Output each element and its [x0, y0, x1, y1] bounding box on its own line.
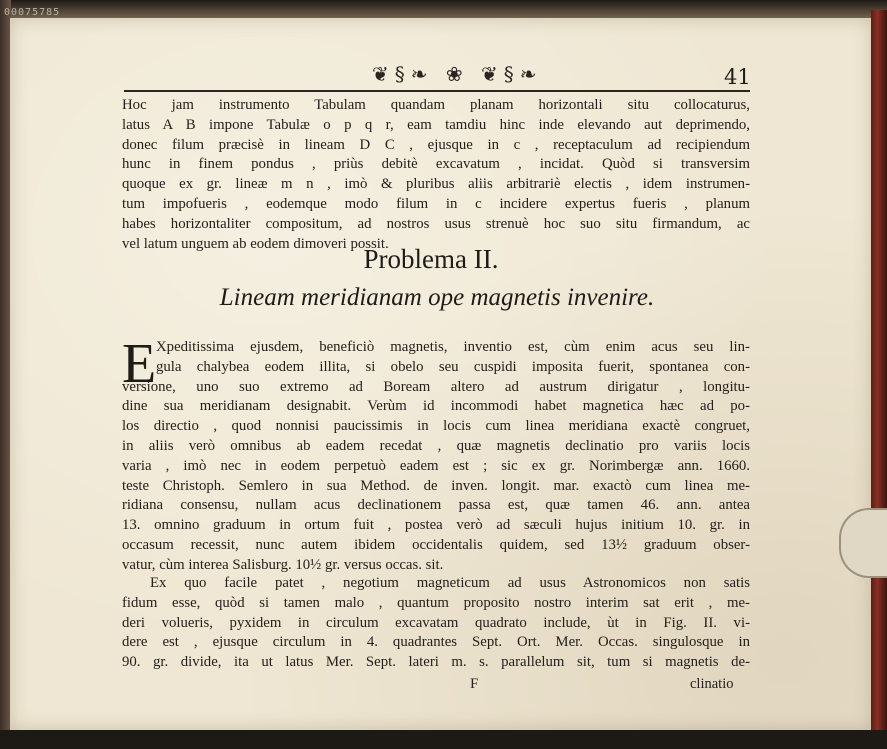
- page-clip: [839, 508, 887, 578]
- drop-cap: E: [122, 333, 157, 395]
- text-line: donec filum præcisè in lineam D C , ejusque in c , receptaculum ad recipiendum: [122, 136, 750, 153]
- text-line: occasum recessit, nunc autem ibidem occidentalis quidem, sed 13½ graduum obser-: [122, 536, 750, 553]
- text-line: Hoc jam instrumento Tabulam quandam planam horizontali situ collocaturus,: [122, 97, 750, 113]
- scan-background: [0, 730, 887, 749]
- book-cover-edge: [871, 10, 887, 740]
- text-line: latus A B impone Tabulæ o p q r, eam tamdiu hinc inde elevando aut deprimendo,: [122, 116, 750, 133]
- header-ornament: ❦§❧ ❀ ❦§❧: [372, 62, 543, 86]
- paragraph-2: [122, 333, 750, 576]
- text-line: dere est , ejusque circulum in 4. quadrantes Sept. Ort. Mer. Occas. singulosque in: [122, 634, 750, 651]
- text-line: deri volueris, pyxidem in circulum excavatam quadrato include, ùt in Fig. II. vi-: [122, 614, 750, 631]
- problem-title: Problema II.: [363, 244, 499, 274]
- text-line: los directio , quod nonnisi paucissimis in locis cum linea meridiana exactè congruet,: [122, 418, 750, 435]
- text-line: varia , imò nec in eodem perpetuò eadem est ; sic ex gr. Norimbergæ ann. 1660.: [122, 457, 750, 474]
- signature-mark: F: [470, 676, 479, 692]
- book-top-edge: [0, 0, 887, 20]
- text-line: hunc in finem pondus , priùs debitè excavatum , incidat. Quòd si transversim: [122, 156, 750, 173]
- text-line: versione, uno suo extremo ad Boream altero ad austrum dirigatur , longitu-: [122, 378, 750, 395]
- text-line: dine sua meridianam designabit. Verùm id incommodi habet magnetica hæc ad po-: [122, 398, 750, 415]
- page-number: 41: [724, 65, 751, 89]
- text-line: 13. omnino graduum in ortum fuit , postea verò ad sæculi hujus initium 10. gr. in: [122, 517, 750, 534]
- text-line: Xpeditissima ejusdem, beneficiò magnetis, inventio est, cùm enim acus seu lin-: [156, 339, 750, 355]
- scan-watermark: 00075785: [4, 7, 61, 18]
- problem-subtitle: Lineam meridianam ope magnetis invenire.: [219, 284, 655, 311]
- paragraph-3: [122, 574, 750, 673]
- text-line: vatur, cùm interea Salisburg. 10½ gr. versus occas. sit.: [122, 556, 444, 573]
- text-line: 90. gr. divide, ita ut latus Mer. Sept. lateri m. s. parallelum sit, tum si magnetis de-: [122, 654, 750, 671]
- text-line: gula chalybea eodem illita, si obelo seu cuspidi imposita fuerit, spontanea con-: [156, 358, 750, 375]
- text-line: tum impofueris , eodemque modo filum in c incidere expertus fueris , planum: [122, 195, 750, 212]
- paragraph-1: [122, 96, 750, 254]
- text-line: teste Christoph. Semlero in sua Method. de inven. longit. mar. exactò cum linea me-: [122, 477, 750, 494]
- text-line: in aliis verò omnibus ab eadem recedat , quæ magnetis declinatio pro variis locis: [122, 437, 750, 454]
- book-page: [10, 18, 872, 730]
- text-line: quoque ex gr. lineæ m n , imò & pluribus aliis arbitrariè electis , idem instrumen-: [122, 176, 750, 193]
- text-line: ridiana consensu, nullam acus declinationem passa est, quæ tamen 46. ann. antea: [122, 497, 750, 514]
- header-rule: [124, 90, 750, 92]
- catchword: clinatio: [690, 676, 734, 692]
- text-line: fidum esse, quòd si tamen malo , quantum proposito nostro interim sat erit , me-: [122, 594, 750, 611]
- text-line: vel latum unguem ab eodem dimoveri possit.: [122, 235, 389, 252]
- text-line: Ex quo facile patet , negotium magneticum ad usus Astronomicos non satis: [150, 575, 750, 591]
- text-line: habes horizontaliter compositum, ad nostros usus strenuè hoc suo situ firmandum, ac: [122, 215, 750, 232]
